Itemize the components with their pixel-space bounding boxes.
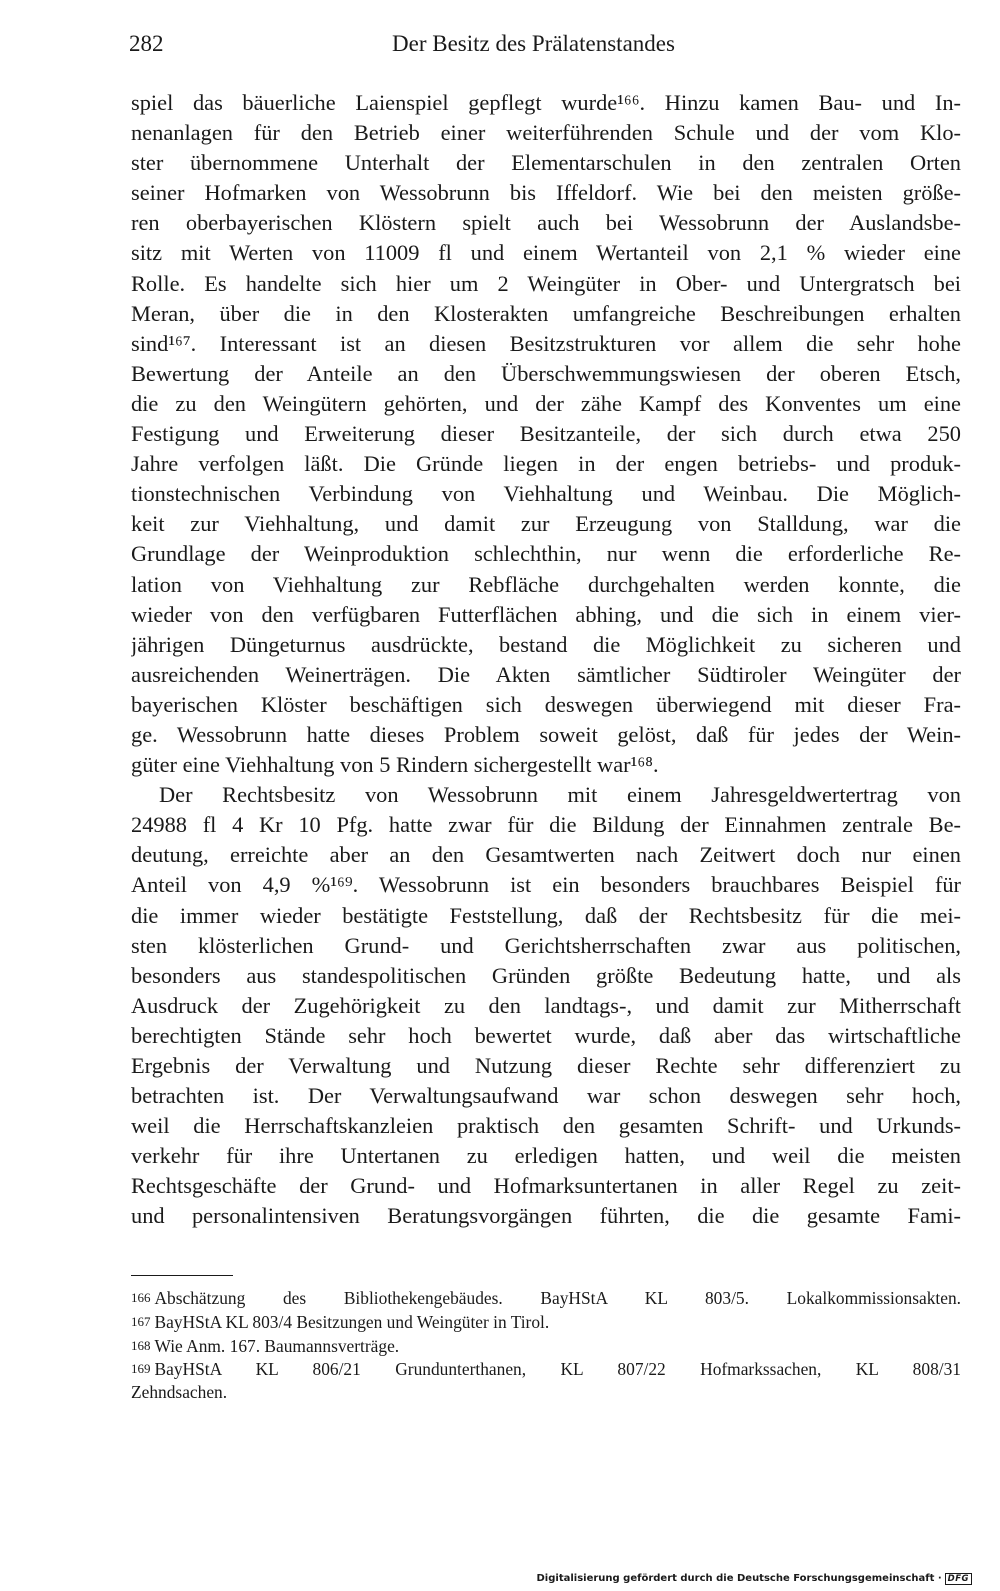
footnote-text: Wie Anm. 167. Baumannsverträge. <box>154 1335 400 1356</box>
text-line: sten klösterlichen Grund- und Gerichtsherrschaften zwar aus politischen, <box>131 932 961 958</box>
footnote-number: 168 <box>131 1337 151 1353</box>
footnotes <box>131 1286 961 1405</box>
text-line: bayerischen Klöster beschäftigen sich deswegen überwiegend mit dieser Fra- <box>131 691 961 717</box>
text-line: wieder von den verfügbaren Futterflächen abhing, und die sich in einem vier- <box>131 601 961 627</box>
text-line: Meran, über die in den Klosterakten umfangreiche Beschreibungen erhalten <box>131 300 961 326</box>
page-number: 282 <box>129 31 164 56</box>
text-line: lation von Viehhaltung zur Rebfläche durchgehalten werden konnte, die <box>131 571 961 597</box>
text-line: spiel das bäuerliche Laienspiel gepflegt wurde¹⁶⁶. Hinzu kamen Bau- und In- <box>131 90 961 115</box>
text-line: deutung, erreichte aber an den Gesamtwerten nach Zeitwert doch nur einen <box>131 842 961 868</box>
text-line: verkehr für ihre Untertanen zu erledigen hatten, und weil die meisten <box>131 1143 961 1169</box>
text-line: Jahre verfolgen läßt. Die Gründe liegen in der engen betriebs- und produk- <box>131 451 961 477</box>
text-line: Bewertung der Anteile an den Überschwemmungswiesen der oberen Etsch, <box>131 360 961 386</box>
text-line: Ergebnis der Verwaltung und Nutzung dieser Rechte sehr differenziert zu <box>131 1053 961 1078</box>
text-line: ster übernommene Unterhalt der Elementarschulen in den zentralen Orten <box>131 150 961 176</box>
text-line: die immer wieder bestätigte Feststellung, daß der Rechtsbesitz für die mei- <box>131 902 961 928</box>
footnote-text: Zehndsachen. <box>131 1382 228 1403</box>
text-line: berechtigten Stände sehr hoch bewertet wurde, daß aber das wirtschaftliche <box>131 1022 961 1048</box>
footnote-167 <box>131 1310 961 1334</box>
footnote-number: 167 <box>131 1313 151 1329</box>
text-line: 24988 fl 4 Kr 10 Pfg. hatte zwar für die Bildung der Einnahmen zentrale Be- <box>131 812 961 838</box>
text-line: betrachten ist. Der Verwaltungsaufwand war schon deswegen sehr hoch, <box>131 1083 961 1109</box>
text-line: ausreichenden Weinerträgen. Die Akten sämtlicher Südtiroler Weingüter der <box>131 661 961 687</box>
text-line: weil die Herrschaftskanzleien praktisch den gesamten Schrift- und Urkunds- <box>131 1113 961 1139</box>
text-line: und personalintensiven Beratungsvorgängen führten, die die gesamte Fami- <box>131 1203 961 1229</box>
text-line: tionstechnischen Verbindung von Viehhaltung und Weinbau. Die Möglich- <box>131 481 961 507</box>
text-line: die zu den Weingütern gehörten, und der zähe Kampf des Konventes um eine <box>131 390 961 416</box>
text-line: besonders aus standespolitischen Gründen größte Bedeutung hatte, und als <box>131 962 961 988</box>
dfg-logo-icon: DFG <box>945 1573 972 1585</box>
footnote-number: 169 <box>131 1361 151 1377</box>
text-line: Rolle. Es handelte sich hier um 2 Weingüter in Ober- und Untergratsch bei <box>131 270 961 296</box>
footnote-text: Abschätzung des Bibliothekengebäudes. BayHStA KL 803/5. Lokalkommissionsakten. <box>154 1288 961 1308</box>
footnote-166 <box>131 1286 961 1310</box>
text-line: keit zur Viehhaltung, und damit zur Erzeugung von Stalldung, war die <box>131 511 961 537</box>
text-line: nenanlagen für den Betrieb einer weiterführenden Schule und der vom Klo- <box>131 120 961 146</box>
credit-text: Digitalisierung gefördert durch die Deutsche Forschungsgemeinschaft · <box>536 1573 942 1584</box>
text-line: Rechtsgeschäfte der Grund- und Hofmarksuntertanen in aller Regel zu zeit- <box>131 1173 961 1199</box>
text-line: güter eine Viehhaltung von 5 Rindern sichergestellt war¹⁶⁸. <box>131 752 659 778</box>
text-line: ge. Wessobrunn hatte dieses Problem soweit gelöst, daß für jedes der Wein- <box>131 721 961 747</box>
text-line: ren oberbayerischen Klöstern spielt auch bei Wessobrunn der Auslandsbe- <box>131 210 961 236</box>
text-line: Der Rechtsbesitz von Wessobrunn mit einem Jahresgeldwertertrag von <box>159 782 961 808</box>
text-line: sind¹⁶⁷. Interessant ist an diesen Besitzstrukturen vor allem die sehr hohe <box>131 330 961 356</box>
text-line: Grundlage der Weinproduktion schlechthin, nur wenn die erforderliche Re- <box>131 541 961 567</box>
text-line: jährigen Düngeturnus ausdrückte, bestand die Möglichkeit zu sicheren und <box>131 631 961 657</box>
text-line: Ausdruck der Zugehörigkeit zu den landtags-, und damit zur Mitherrschaft <box>131 992 961 1018</box>
text-line: seiner Hofmarken von Wessobrunn bis Iffeldorf. Wie bei den meisten größe- <box>131 180 961 206</box>
footnote-169-continued <box>131 1381 961 1405</box>
text-line: Festigung und Erweiterung dieser Besitzanteile, der sich durch etwa 250 <box>131 421 961 447</box>
running-title: Der Besitz des Prälatenstandes <box>392 31 675 56</box>
footnote-divider <box>131 1275 233 1276</box>
footnote-169 <box>131 1357 961 1381</box>
footnote-text: BayHStA KL 803/4 Besitzungen und Weingüter in Tirol. <box>154 1311 550 1332</box>
text-line: sitz mit Werten von 11009 fl und einem Wertanteil von 2,1 % wieder eine <box>131 240 961 266</box>
digitization-credit <box>537 1572 973 1586</box>
footnote-text: BayHStA KL 806/21 Grundunterthanen, KL 807/22 Hofmarkssachen, KL 808/31 <box>154 1359 961 1380</box>
body-text <box>131 88 961 1232</box>
footnote-number: 166 <box>131 1290 151 1305</box>
text-line: Anteil von 4,9 %¹⁶⁹. Wessobrunn ist ein besonders brauchbares Beispiel für <box>131 872 961 898</box>
footnote-168 <box>131 1334 961 1358</box>
